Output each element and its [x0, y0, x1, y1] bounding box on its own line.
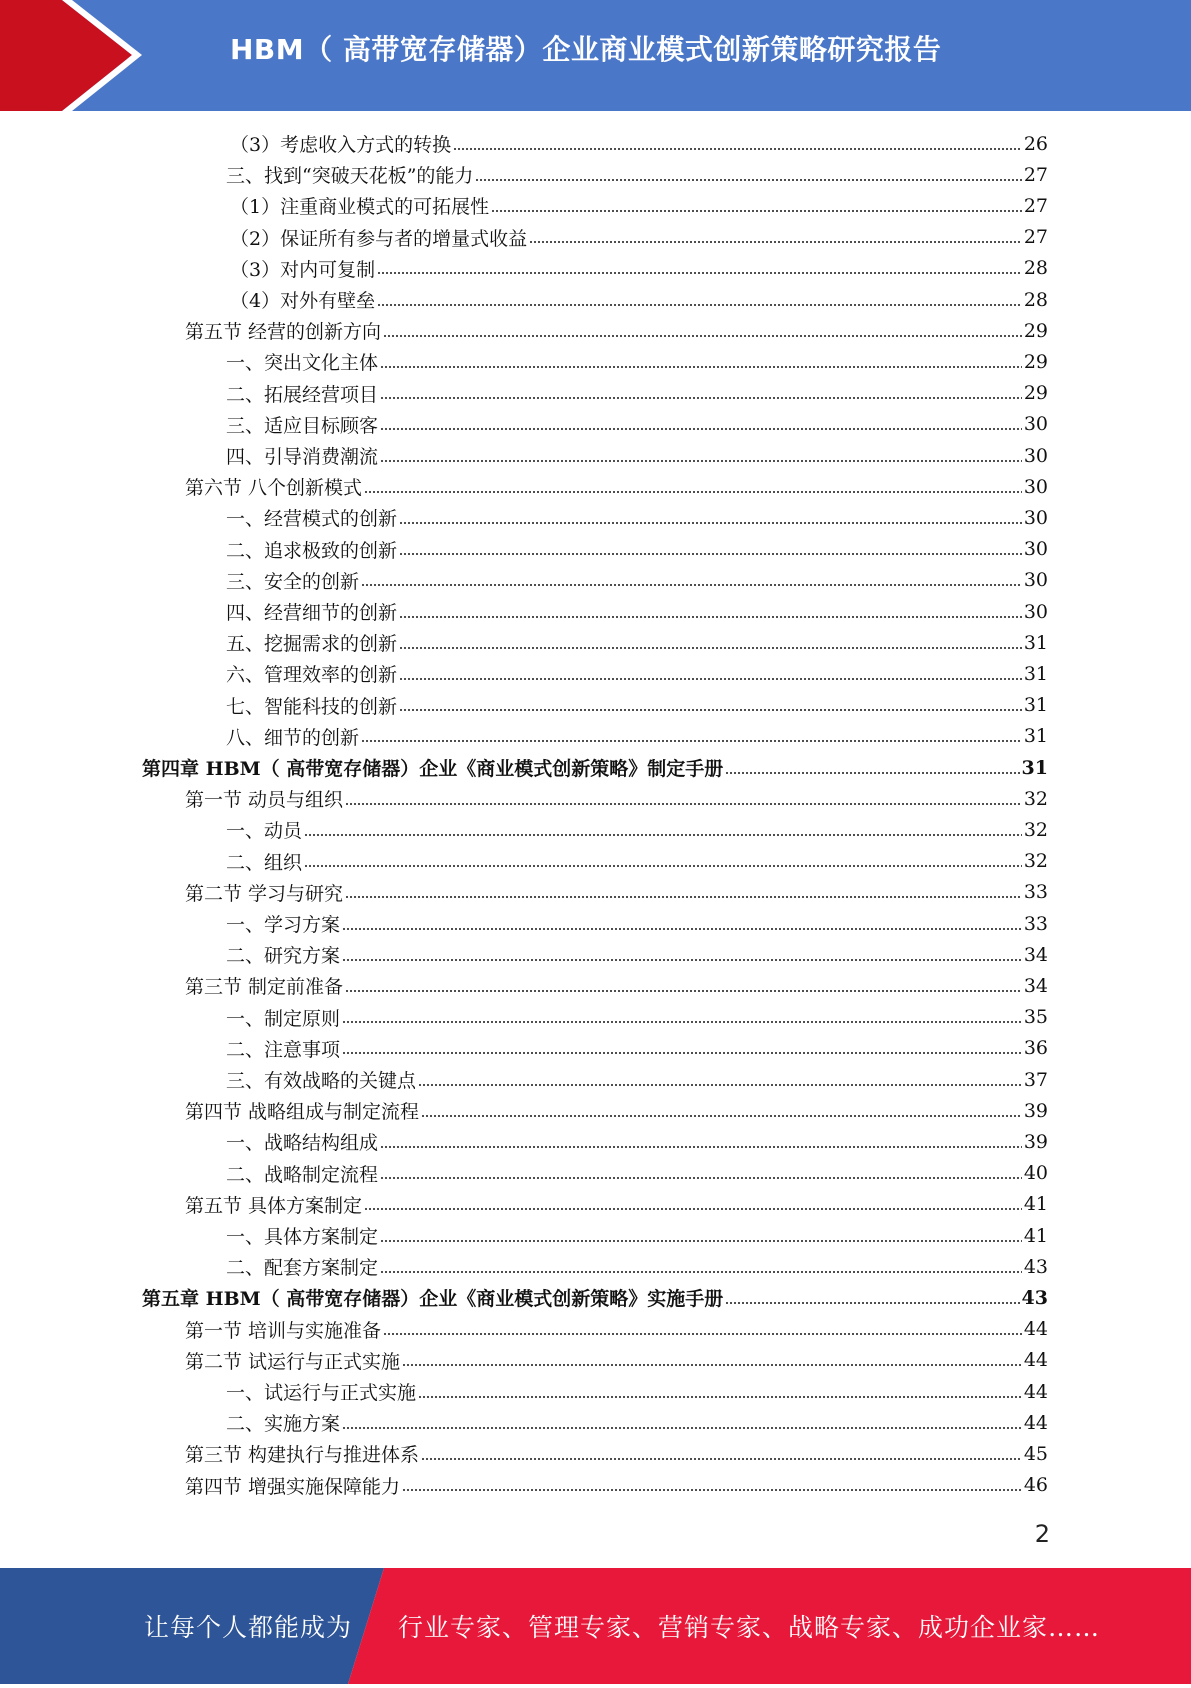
- toc-entry-page: 31: [1023, 662, 1048, 685]
- toc-entry-page: 39: [1023, 1099, 1048, 1122]
- toc-entry-title: 第三节 制定前准备: [185, 976, 344, 999]
- toc-entry-title: 第五章 HBM（ 高带宽存储器）企业《商业模式创新策略》实施手册: [142, 1288, 724, 1311]
- toc-entry[interactable]: [226, 159, 1048, 190]
- toc-entry[interactable]: [185, 877, 1048, 908]
- toc-entry[interactable]: [226, 409, 1048, 440]
- toc-entry[interactable]: [226, 1002, 1048, 1033]
- toc-dot-leader: [345, 803, 1022, 805]
- toc-entry-page: 35: [1023, 1006, 1048, 1029]
- toc-entry-title: 一、学习方案: [226, 914, 341, 936]
- toc-entry-title: 二、注意事项: [226, 1038, 341, 1061]
- toc-entry-page: 29: [1023, 350, 1048, 373]
- toc-entry-title: 二、研究方案: [226, 945, 341, 968]
- footer-slogan-right: 行业专家、管理专家、营销专家、战略专家、成功企业家……: [398, 1613, 1101, 1642]
- toc-entry-title: 第六节 八个创新模式: [185, 477, 363, 500]
- toc-dot-leader: [402, 1364, 1022, 1366]
- toc-entry-title: 一、动员: [226, 820, 303, 843]
- toc-entry-title: 二、拓展经营项目: [226, 383, 379, 406]
- toc-entry[interactable]: [185, 1470, 1048, 1501]
- toc-entry-title: 三、安全的创新: [226, 570, 360, 593]
- toc-dot-leader: [418, 1396, 1022, 1398]
- toc-entry-page: 37: [1023, 1068, 1048, 1091]
- toc-entry-page: 34: [1023, 974, 1048, 997]
- page-number: 2: [1034, 1520, 1050, 1548]
- footer-slogan-left: 让每个人都能成为: [144, 1613, 353, 1642]
- toc-entry-page: 45: [1023, 1442, 1048, 1465]
- toc-entry-title: 六、管理效率的创新: [226, 664, 398, 687]
- toc-entry[interactable]: [226, 690, 1048, 721]
- toc-entry-title: 一、具体方案制定: [226, 1226, 379, 1248]
- toc-entry[interactable]: [226, 1220, 1048, 1251]
- toc-entry[interactable]: [226, 939, 1048, 970]
- toc-entry-page: 44: [1023, 1411, 1048, 1434]
- toc-entry-title: 一、突出文化主体: [226, 352, 379, 375]
- toc-entry-title: 一、战略结构组成: [226, 1132, 379, 1155]
- toc-entry-page: 31: [1023, 694, 1048, 717]
- toc-entry-title: 二、实施方案: [226, 1413, 341, 1436]
- toc-entry-page: 32: [1023, 787, 1048, 810]
- toc-entry-page: 28: [1023, 257, 1048, 280]
- toc-dot-leader: [399, 647, 1022, 649]
- toc-entry[interactable]: [226, 440, 1048, 471]
- toc-dot-leader: [421, 1458, 1022, 1460]
- toc-entry[interactable]: [226, 596, 1048, 627]
- toc-entry-page: 44: [1023, 1380, 1048, 1403]
- toc-entry[interactable]: [185, 1095, 1048, 1126]
- toc-entry-page: 36: [1023, 1037, 1048, 1060]
- toc-entry[interactable]: [185, 1314, 1048, 1345]
- toc-entry-page: 43: [1021, 1286, 1048, 1309]
- toc-dot-leader: [421, 1115, 1022, 1117]
- toc-entry[interactable]: [230, 222, 1048, 253]
- toc-entry-page: 39: [1023, 1130, 1048, 1153]
- toc-entry-page: 26: [1023, 132, 1048, 155]
- toc-dot-leader: [377, 272, 1022, 274]
- toc-entry-title: 第二节 试运行与正式实施: [185, 1350, 401, 1373]
- toc-dot-leader: [342, 928, 1022, 930]
- toc-entry[interactable]: [185, 1189, 1048, 1220]
- toc-dot-leader: [380, 460, 1022, 462]
- toc-dot-leader: [364, 1208, 1022, 1210]
- toc-entry-title: 第四章 HBM（ 高带宽存储器）企业《商业模式创新策略》制定手册: [142, 758, 724, 780]
- toc-entry[interactable]: [226, 1064, 1048, 1095]
- toc-entry-title: 二、组织: [226, 851, 303, 874]
- toc-entry[interactable]: [226, 1158, 1048, 1189]
- toc-entry-page: 41: [1023, 1224, 1048, 1247]
- toc-entry-title: 第五节 经营的创新方向: [185, 321, 382, 344]
- toc-entry-title: 八、细节的创新: [226, 726, 360, 749]
- toc-entry[interactable]: [185, 783, 1048, 814]
- toc-entry-page: 32: [1023, 818, 1048, 841]
- toc-entry[interactable]: [226, 1033, 1048, 1064]
- toc-entry-page: 33: [1023, 912, 1048, 935]
- page-header: [0, 0, 1191, 111]
- toc-entry[interactable]: [226, 846, 1048, 877]
- toc-entry[interactable]: [230, 190, 1048, 221]
- toc-dot-leader: [399, 522, 1022, 524]
- toc-entry[interactable]: [226, 1407, 1048, 1438]
- toc-dot-leader: [342, 959, 1022, 961]
- toc-dot-leader: [383, 335, 1022, 337]
- toc-entry[interactable]: [230, 128, 1048, 159]
- toc-dot-leader: [380, 397, 1022, 399]
- toc-dot-leader: [361, 740, 1022, 742]
- toc-dot-leader: [383, 1333, 1022, 1335]
- toc-dot-leader: [529, 241, 1022, 243]
- toc-entry[interactable]: [226, 658, 1048, 689]
- toc-dot-leader: [402, 1489, 1022, 1491]
- toc-entry-page: 30: [1023, 475, 1048, 498]
- toc-entry-page: 27: [1023, 194, 1048, 217]
- toc-entry-page: 27: [1023, 163, 1048, 186]
- toc-entry-title: 第三节 构建执行与推进体系: [185, 1444, 420, 1467]
- toc-dot-leader: [380, 428, 1022, 430]
- toc-dot-leader: [342, 1427, 1022, 1429]
- toc-entry-page: 31: [1023, 725, 1048, 748]
- toc-entry-title: （2）保证所有参与者的增量式收益: [230, 227, 528, 250]
- toc-dot-leader: [380, 1240, 1022, 1242]
- toc-dot-leader: [364, 491, 1022, 493]
- toc-dot-leader: [418, 1084, 1022, 1086]
- toc-entry-title: 一、试运行与正式实施: [226, 1382, 417, 1404]
- toc-entry-title: 第一节 动员与组织: [185, 789, 344, 812]
- toc-entry-page: 30: [1023, 444, 1048, 467]
- toc-entry[interactable]: [226, 502, 1048, 533]
- toc-dot-leader: [342, 1021, 1022, 1023]
- toc-entry-page: 31: [1021, 756, 1048, 779]
- toc-entry-page: 46: [1023, 1474, 1048, 1497]
- toc-dot-leader: [453, 148, 1022, 150]
- toc-entry[interactable]: [230, 253, 1048, 284]
- toc-entry-page: 30: [1023, 569, 1048, 592]
- toc-entry-title: 第四节 增强实施保障能力: [185, 1475, 401, 1498]
- toc-dot-leader: [304, 834, 1022, 836]
- toc-dot-leader: [361, 584, 1022, 586]
- toc-entry-title: 第五节 具体方案制定: [185, 1194, 363, 1217]
- toc-entry-title: 二、追求极致的创新: [226, 539, 398, 562]
- toc-entry-page: 31: [1023, 631, 1048, 654]
- toc-entry[interactable]: [185, 970, 1048, 1001]
- toc-dot-leader: [304, 865, 1022, 867]
- toc-entry-title: 五、挖掘需求的创新: [226, 633, 398, 656]
- toc-entry-title: （4）对外有壁垒: [230, 290, 376, 312]
- toc-entry-page: 43: [1023, 1255, 1048, 1278]
- toc-entry-title: 一、制定原则: [226, 1007, 341, 1030]
- toc-dot-leader: [380, 366, 1022, 368]
- header-chevron-graphic: [0, 0, 160, 111]
- toc-chapter-entry[interactable]: [142, 1282, 1048, 1313]
- toc-dot-leader: [377, 304, 1022, 306]
- toc-entry[interactable]: [226, 908, 1048, 939]
- toc-dot-leader: [399, 553, 1022, 555]
- toc-entry-title: （1）注重商业模式的可拓展性: [230, 196, 490, 219]
- toc-entry[interactable]: [226, 565, 1048, 596]
- toc-entry-page: 29: [1023, 382, 1048, 405]
- toc-entry-page: 34: [1023, 943, 1048, 966]
- toc-dot-leader: [380, 1146, 1022, 1148]
- toc-entry-page: 30: [1023, 413, 1048, 436]
- toc-entry-title: （3）考虑收入方式的转换: [230, 134, 452, 156]
- toc-entry-title: 第四节 战略组成与制定流程: [185, 1101, 420, 1124]
- toc-entry-title: 三、适应目标顾客: [226, 414, 379, 437]
- toc-dot-leader: [380, 1271, 1022, 1273]
- toc-dot-leader: [342, 1052, 1022, 1054]
- toc-entry-page: 30: [1023, 600, 1048, 623]
- toc-entry-title: 二、配套方案制定: [226, 1257, 379, 1280]
- toc-entry-page: 44: [1023, 1349, 1048, 1372]
- toc-entry[interactable]: [185, 1345, 1048, 1376]
- toc-entry[interactable]: [226, 346, 1048, 377]
- toc-dot-leader: [399, 678, 1022, 680]
- toc-entry-title: 三、找到“突破天花板”的能力: [226, 165, 474, 188]
- toc-entry[interactable]: [185, 315, 1048, 346]
- toc-entry[interactable]: [226, 1376, 1048, 1407]
- toc-entry-title: 四、引导消费潮流: [226, 446, 379, 468]
- toc-dot-leader: [725, 1302, 1019, 1304]
- page-footer: [0, 1568, 1191, 1684]
- toc-entry-title: 一、经营模式的创新: [226, 508, 398, 531]
- toc-entry[interactable]: [226, 1251, 1048, 1282]
- toc-dot-leader: [475, 179, 1021, 181]
- toc-dot-leader: [380, 1177, 1022, 1179]
- toc-entry-title: （3）对内可复制: [230, 258, 376, 281]
- toc-entry[interactable]: [226, 534, 1048, 565]
- toc-entry-page: 30: [1023, 538, 1048, 561]
- toc-entry-page: 27: [1023, 226, 1048, 249]
- toc-entry-page: 40: [1023, 1162, 1048, 1185]
- toc-entry-page: 32: [1023, 850, 1048, 873]
- toc-entry[interactable]: [226, 1126, 1048, 1157]
- toc-entry-title: 第二节 学习与研究: [185, 882, 344, 905]
- toc-entry-page: 44: [1023, 1318, 1048, 1341]
- toc-entry[interactable]: [226, 721, 1048, 752]
- toc-dot-leader: [399, 709, 1022, 711]
- toc-entry-title: 三、有效战略的关键点: [226, 1070, 417, 1092]
- toc-dot-leader: [725, 772, 1019, 774]
- toc-entry-title: 第一节 培训与实施准备: [185, 1319, 382, 1342]
- toc-dot-leader: [491, 210, 1022, 212]
- toc-entry[interactable]: [226, 814, 1048, 845]
- toc-entry-page: 30: [1023, 506, 1048, 529]
- toc-entry-title: 二、战略制定流程: [226, 1163, 379, 1186]
- toc-dot-leader: [345, 896, 1022, 898]
- toc-entry-page: 41: [1023, 1193, 1048, 1216]
- toc-dot-leader: [399, 616, 1022, 618]
- toc-entry-page: 29: [1023, 319, 1048, 342]
- toc-entry[interactable]: [226, 627, 1048, 658]
- toc-entry-page: 33: [1023, 881, 1048, 904]
- toc-entry-page: 28: [1023, 288, 1048, 311]
- report-title: HBM（ 高带宽存储器）企业商业模式创新策略研究报告: [230, 33, 942, 66]
- toc-entry[interactable]: [226, 378, 1048, 409]
- toc-chapter-entry[interactable]: [142, 752, 1048, 783]
- toc-entry[interactable]: [230, 284, 1048, 315]
- toc-dot-leader: [345, 990, 1022, 992]
- toc-entry[interactable]: [185, 471, 1048, 502]
- toc-entry-title: 四、经营细节的创新: [226, 602, 398, 624]
- toc-entry[interactable]: [185, 1438, 1048, 1469]
- toc-entry-title: 七、智能科技的创新: [226, 695, 398, 718]
